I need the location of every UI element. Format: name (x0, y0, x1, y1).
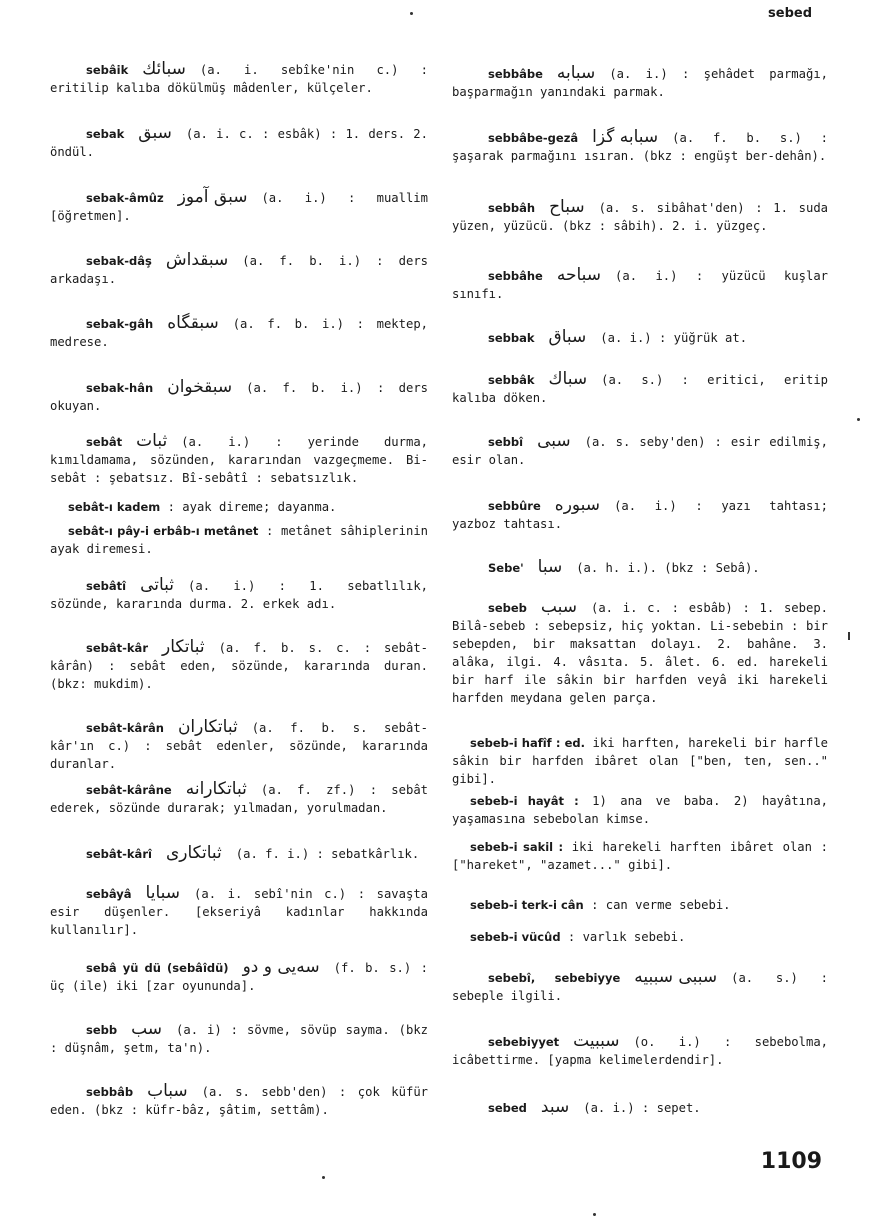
definition-text: (a. f. b. i.) : ders okuyan. (50, 381, 428, 413)
headword: sebeb-i terk-i cân (470, 898, 584, 912)
headword: sebak-hân (86, 381, 154, 395)
ottoman-script: ثباتكار (162, 637, 205, 657)
definition-text: (a. i.) : 1. sebatlılık, sözünde, kararında durma. 2. erkek adı. (50, 579, 428, 611)
ottoman-script: سباق (548, 327, 587, 347)
guide-word: sebed (768, 6, 812, 21)
ottoman-script: سبائك (142, 59, 186, 79)
ottoman-script: سبقداش (165, 250, 229, 270)
ottoman-script: سبقگاه (167, 313, 219, 333)
ottoman-script: سبوره (554, 495, 601, 515)
definition-text: (a. i. c. : esbâb) : 1. sebep. Bilâ-sebeb : sebepsiz, hiç yoktan. Li-sebebin : bir sebepden, bir maksattan dolayı. 2. bahâne. 3. alâka, ilgi. 4. vâsıta. 5. âlet. 6. ed. harekeli bir harf ile sâkin bir harfden veyâ iki harekeli harfden meydana gelen parça. (452, 601, 828, 705)
ottoman-script: سبب (540, 597, 577, 617)
dictionary-entry (452, 496, 828, 533)
definition-text: (f. b. s.) : üç (ile) iki [zar oyununda]. (50, 961, 428, 993)
dictionary-entry (50, 432, 428, 487)
definition-text: (a. h. i.). (bkz : Sebâ). (576, 561, 760, 575)
dictionary-subentry (452, 734, 828, 788)
headword: sebât-ı pây-i erbâb-ı metânet (68, 524, 259, 538)
dictionary-entry (452, 1098, 828, 1117)
ottoman-script: سبی (537, 431, 571, 451)
headword: sebât-kâr (86, 641, 148, 655)
dictionary-subentry (452, 792, 828, 828)
dictionary-entry (50, 780, 428, 817)
headword: sebât-kârân (86, 721, 164, 735)
definition-text: (a. i. sebî'nin c.) : savaşta esir düşenler. [ekseriyâ kadınlar hakkında kullanılır]. (50, 887, 428, 937)
headword: sebeb-i hafîf : ed. (470, 736, 586, 750)
headword: sebak-gâh (86, 317, 154, 331)
definition-text: (a. i) : sövme, sövüp sayma. (bkz : düşnâm, şetm, ta'n). (50, 1023, 428, 1055)
speck-mark (857, 418, 860, 421)
definition-text: (a. s. sebb'den) : çok küfür eden. (bkz : küfr-bâz, şâtim, settâm). (50, 1085, 428, 1117)
ottoman-script: ثباتكاران (177, 717, 238, 737)
ottoman-script: سباحه (556, 265, 602, 285)
page-number: 1109 (760, 1149, 822, 1174)
headword: sebbâh (488, 201, 536, 215)
definition-text: (o. i.) : sebebolma, icâbettirme. [yapma kelimelerdendir]. (452, 1035, 828, 1067)
definition-text: (a. i.) : yüğrük at. (600, 331, 748, 345)
ottoman-script: سبابه (556, 63, 596, 83)
definition-text: (a. s. sibâhat'den) : 1. suda yüzen, yüzücü. (bkz : sâbih). 2. i. yüzgeç. (452, 201, 828, 233)
ottoman-script: سبد (540, 1097, 570, 1117)
headword: sebeb (488, 601, 527, 615)
ottoman-script: ثباتكاری (165, 843, 222, 863)
headword: sebb (86, 1023, 118, 1037)
dictionary-entry (452, 64, 828, 101)
dictionary-subentry (50, 498, 428, 516)
dictionary-entry (452, 432, 828, 469)
headword: Sebe' (488, 561, 524, 575)
dictionary-entry (50, 124, 428, 161)
dictionary-entry (452, 198, 828, 235)
ottoman-script: سبقخوان (167, 377, 233, 397)
dictionary-subentry (452, 896, 828, 914)
definition-text: (a. f. b. s. sebât-kâr'ın c.) : sebât edenler, sözünde, kararında duranlar. (50, 721, 428, 771)
ottoman-script: ثباتكارانه (185, 779, 247, 799)
ottoman-script: سه‌یی و دو (242, 957, 320, 977)
headword: sebbâhe (488, 269, 543, 283)
definition-text: (a. s. seby'den) : esir edilmiş, esir olan. (452, 435, 828, 467)
dictionary-entry (50, 638, 428, 693)
dictionary-subentry (452, 838, 828, 874)
dictionary-entry (50, 1020, 428, 1057)
headword: sebbî (488, 435, 524, 449)
headword: sebed (488, 1101, 527, 1115)
headword: sebak-âmûz (86, 191, 164, 205)
ottoman-script: سبايا (145, 883, 181, 903)
dictionary-entry (452, 128, 828, 165)
headword: sebbûre (488, 499, 541, 513)
dictionary-entry (50, 60, 428, 97)
ottoman-script: سباب (147, 1081, 188, 1101)
ottoman-script: ثبات (136, 431, 168, 451)
headword: sebbâbe (488, 67, 543, 81)
headword: sebât-kârî (86, 847, 152, 861)
dictionary-entry (50, 188, 428, 225)
definition-text: (a. f. i.) : sebatkârlık. (235, 847, 420, 861)
dictionary-entry (50, 251, 428, 288)
dictionary-entry (452, 266, 828, 303)
headword: sebât-ı kadem (68, 500, 161, 514)
definition-text: (a. f. b. i.) : ders arkadaşı. (50, 254, 428, 286)
speck-mark (322, 1176, 325, 1179)
ottoman-script: سباح (549, 197, 585, 217)
definition-text: (a. f. zf.) : sebât ederek, sözünde durarak; yılmadan, yorulmadan. (50, 783, 428, 815)
definition-text: : can verme sebebi. (591, 898, 731, 912)
definition-text: iki harften, harekeli bir harfle sâkin bir harfden ibâret olan ["ben, ten, sen.." gibi]. (452, 736, 829, 786)
ottoman-script: سبق آموز (177, 187, 248, 207)
definition-text: (a. f. b. i.) : mektep, medrese. (50, 317, 428, 349)
definition-text: : varlık sebebi. (567, 930, 686, 944)
definition-text: (a. i.) : yazı tahtası; yazboz tahtası. (452, 499, 828, 531)
headword: sebak-dâş (86, 254, 152, 268)
definition-text: (a. s.) : eritici, eritip kalıba döken. (452, 373, 828, 405)
dictionary-entry (50, 884, 428, 939)
definition-text: (a. i. sebîke'nin c.) : eritilip kalıba dökülmüş mâdenler, külçeler. (50, 63, 428, 95)
ottoman-script: سبق (138, 123, 172, 143)
definition-text: (a. i.) : şehâdet parmağı, başparmağın yanındaki parmak. (452, 67, 828, 99)
ottoman-script: ثباتی (140, 575, 175, 595)
headword: sebbak (488, 331, 535, 345)
dictionary-subentry (50, 522, 428, 558)
definition-text: : ayak direme; dayanma. (167, 500, 337, 514)
definition-text: (a. i. c. : esbâk) : 1. ders. 2. öndül. (50, 127, 428, 159)
headword: sebâyâ (86, 887, 132, 901)
speck-mark (410, 12, 413, 15)
ottoman-script: سباك (548, 369, 588, 389)
definition-text: (a. f. b. s. c. : sebât-kârân) : sebât eden, sözünde, kararında duran. (bkz: mukdim). (50, 641, 428, 691)
dictionary-entry (50, 844, 428, 863)
dictionary-entry (50, 378, 428, 415)
definition-text: (a. f. b. s.) : şaşarak parmağını ısıran. (bkz : engüşt ber-dehân). (452, 131, 828, 163)
ottoman-script: سبابه گزا (592, 127, 659, 147)
margin-mark (848, 632, 850, 640)
dictionary-entry (452, 968, 828, 1005)
definition-text: 1) ana ve baba. 2) hayâtına, yaşamasına sebebolan kimse. (452, 794, 828, 826)
dictionary-subentry (452, 928, 828, 946)
dictionary-entry (452, 558, 828, 577)
dictionary-entry (50, 576, 428, 613)
definition-text: (a. i.) : muallim [öğretmen]. (50, 191, 428, 223)
definition-text: (a. i.) : yerinde durma, kımıldamama, sözünden, kararından vazgeçmeme. Bi-sebât : şebatsız. Bî-sebâtî : sebatsızlık. (50, 435, 428, 485)
headword: sebeb-i sakil : (470, 840, 564, 854)
headword: sebak (86, 127, 125, 141)
headword: sebebiyyet (488, 1035, 560, 1049)
definition-text: (a. i.) : yüzücü kuşlar sınıfı. (452, 269, 828, 301)
headword: sebât-kârâne (86, 783, 172, 797)
dictionary-entry (452, 328, 828, 347)
headword: sebbâk (488, 373, 535, 387)
ottoman-script: سببيت (573, 1031, 620, 1051)
headword: sebeb-i vücûd (470, 930, 561, 944)
ottoman-script: سبا (537, 557, 563, 577)
headword: sebbâb (86, 1085, 134, 1099)
dictionary-entry (50, 1082, 428, 1119)
headword: sebebî, sebebiyye (488, 971, 621, 985)
headword: sebât (86, 435, 123, 449)
headword: sebâ yü dü (sebâîdü) (86, 961, 229, 975)
dictionary-entry (452, 1032, 828, 1069)
headword: sebbâbe-gezâ (488, 131, 579, 145)
dictionary-entry (452, 598, 828, 707)
dictionary-entry (452, 370, 828, 407)
definition-text: iki harekeli harften ibâret olan : ["hareket", "azamet..." gibi]. (452, 840, 828, 872)
ottoman-script: سب (131, 1019, 163, 1039)
definition-text: : metânet sâhiplerinin ayak diremesi. (50, 524, 428, 556)
dictionary-entry (50, 958, 428, 995)
ottoman-script: سببی سببیه (634, 967, 718, 987)
headword: sebâik (86, 63, 129, 77)
definition-text: (a. s.) : sebeple ilgili. (452, 971, 828, 1003)
dictionary-entry (50, 314, 428, 351)
headword: sebeb-i hayât : (470, 794, 579, 808)
headword: sebâtî (86, 579, 127, 593)
definition-text: (a. i.) : sepet. (583, 1101, 701, 1115)
speck-mark (593, 1213, 596, 1216)
dictionary-entry (50, 718, 428, 773)
